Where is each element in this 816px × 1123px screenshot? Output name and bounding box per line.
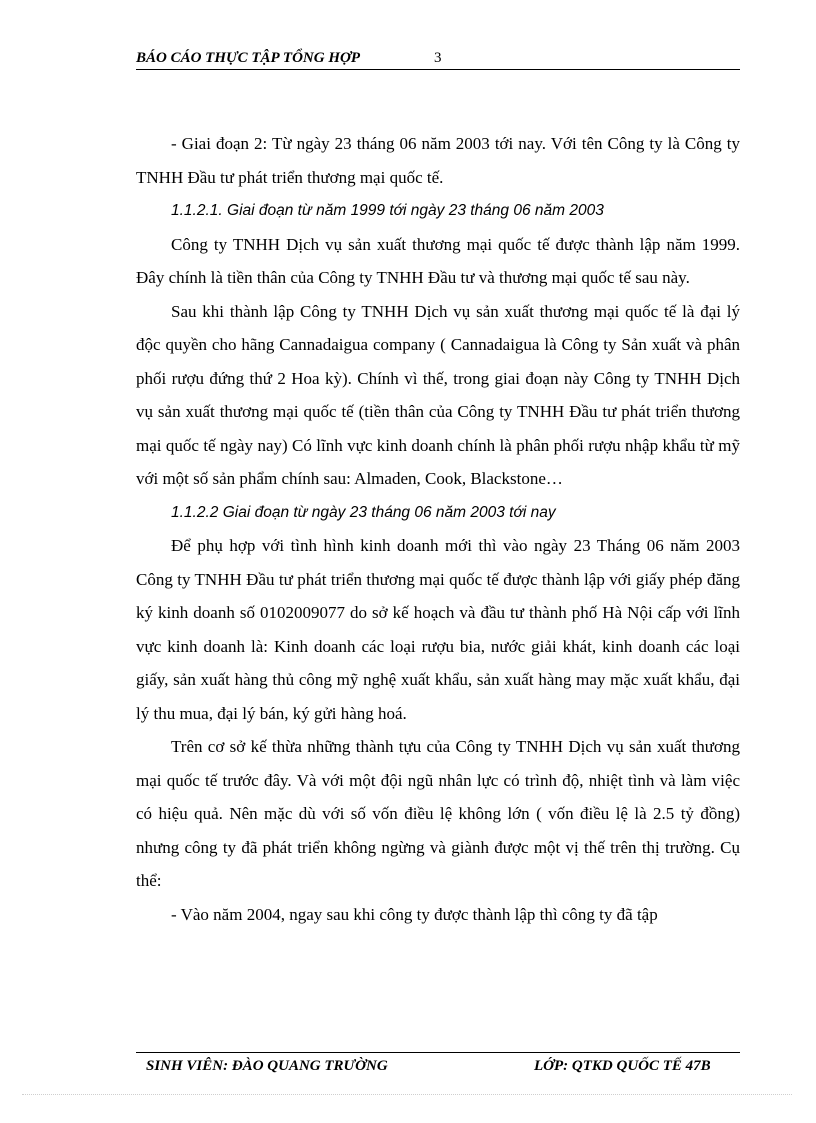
paragraph-achievements: Trên cơ sở kế thừa những thành tựu của Công ty TNHH Dịch vụ sản xuất thương mại quốc tế trước đây. Và với một đội ngũ nhân lực có trình độ, nhiệt tình và làm việc có hiệu quả. Nên mặc dù với số vốn điều lệ không lớn ( vốn điều lệ là 2.5 tỷ đồng) nhưng công ty đã phát triển không ngừng và giành được một vị thế trên thị trường. Cụ thể: xyxy=(136,737,740,890)
student-name: SINH VIÊN: ĐÀO QUANG TRƯỜNG xyxy=(146,1058,388,1074)
section-heading-1-1-2-1: 1.1.2.1. Giai đoạn từ năm 1999 tới ngày 23 tháng 06 năm 2003 xyxy=(171,202,604,219)
paragraph-founding: Công ty TNHH Dịch vụ sản xuất thương mại quốc tế được thành lập năm 1999. Đây chính là tiền thân của Công ty TNHH Đầu tư và thương mại quốc tế sau này. xyxy=(136,234,740,287)
paragraph-phase-2-intro: - Giai đoạn 2: Từ ngày 23 tháng 06 năm 2003 tới nay. Với tên Công ty là Công ty TNHH Đầu tư phát triển thương mại quốc tế. xyxy=(136,134,740,187)
report-title: BÁO CÁO THỰC TẬP TỔNG HỢP xyxy=(136,50,360,66)
page-footer xyxy=(136,1052,740,1075)
paragraph-exclusive-agency: Sau khi thành lập Công ty TNHH Dịch vụ sản xuất thương mại quốc tế là đại lý độc quyền cho hãng Cannadaigua company ( Cannadaigua là Công ty Sản xuất và phân phối rượu đứng thứ 2 Hoa kỳ). Chính vì thế, trong giai đoạn này Công ty TNHH Dịch vụ sản xuất thương mại quốc tế (tiền thân của Công ty TNHH Đầu tư phát triển thương mại quốc tế ngày nay) Có lĩnh vực kinh doanh chính là phân phối rượu nhập khẩu từ mỹ với một số sản phẩm chính sau: Almaden, Cook, Blackstone… xyxy=(136,301,740,488)
page-edge-divider xyxy=(22,1094,792,1095)
class-name: LỚP: QTKD QUỐC TẾ 47B xyxy=(534,1058,711,1074)
document-body xyxy=(136,127,740,931)
paragraph-2004: - Vào năm 2004, ngay sau khi công ty được thành lập thì công ty đã tập xyxy=(171,904,658,924)
section-heading-1-1-2-2: 1.1.2.2 Giai đoạn từ ngày 23 tháng 06 năm 2003 tới nay xyxy=(171,503,556,521)
paragraph-new-company: Để phụ hợp với tình hình kinh doanh mới thì vào ngày 23 Tháng 06 năm 2003 Công ty TNHH Đầu tư phát triển thương mại quốc tế được thành lập với giấy phép đăng ký kinh doanh số 0102009077 do sở kế hoạch và đầu tư thành phố Hà Nội cấp với lĩnh vực kinh doanh là: Kinh doanh các loại rượu bia, nước giải khát, kinh doanh các loại giấy, sản xuất hàng thủ công mỹ nghệ xuất khẩu, sản xuất hàng may mặc xuất khẩu, đại lý thu mua, đại lý bán, ký gửi hàng hoá. xyxy=(136,536,740,723)
page-header xyxy=(136,50,740,70)
page-number: 3 xyxy=(434,50,442,66)
